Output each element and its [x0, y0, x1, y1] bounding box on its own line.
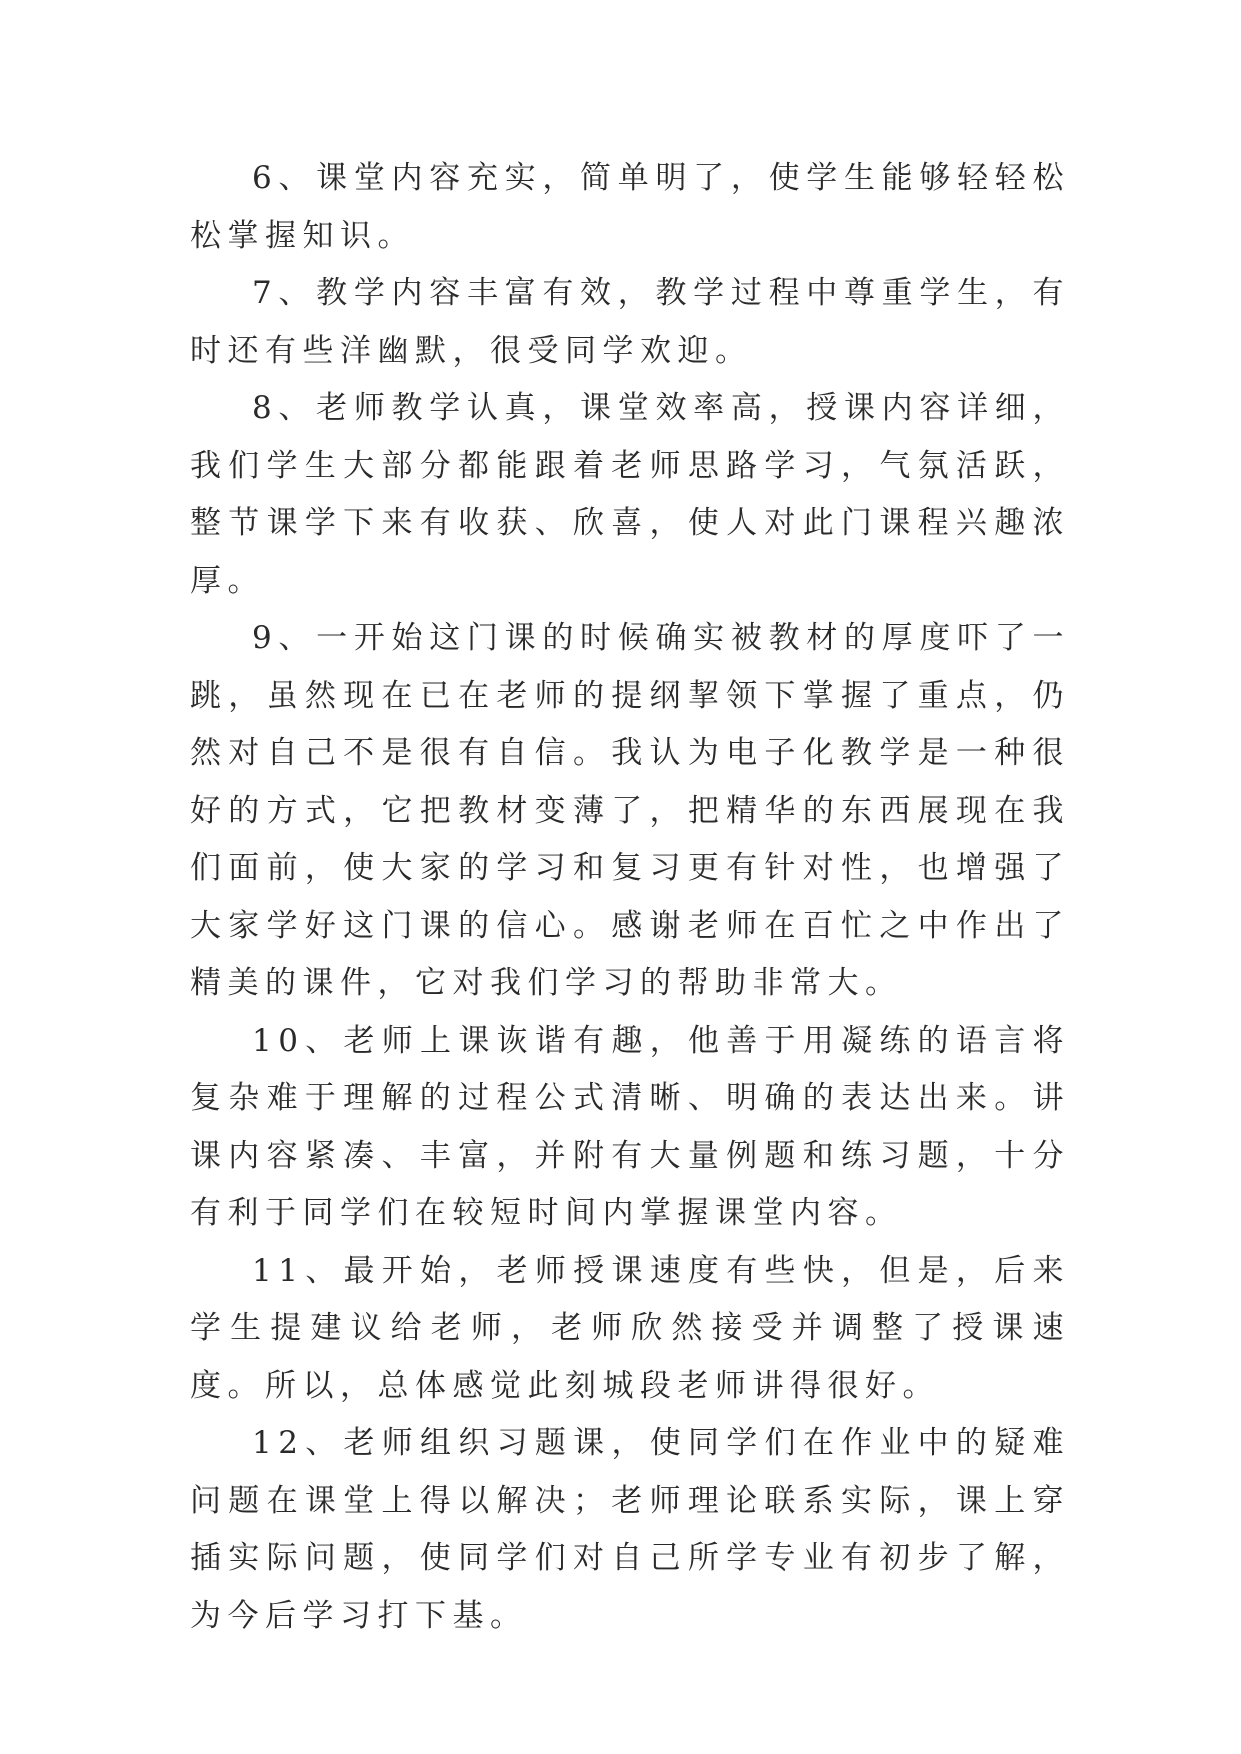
paragraph-6: 6、课堂内容充实，简单明了，使学生能够轻轻松松掌握知识。	[190, 160, 1070, 254]
paragraph-8: 8、老师教学认真，课堂效率高，授课内容详细，我们学生大部分都能跟着老师思路学习，气氛活跃，整节课学下来有收获、欣喜，使人对此门课程兴趣浓厚。	[190, 390, 1070, 599]
paragraph-7: 7、教学内容丰富有效，教学过程中尊重学生，有时还有些洋幽默，很受同学欢迎。	[190, 275, 1070, 369]
paragraph-10: 10、老师上课诙谐有趣，他善于用凝练的语言将复杂难于理解的过程公式清晰、明确的表达出来。讲课内容紧凑、丰富，并附有大量例题和练习题，十分有利于同学们在较短时间内掌握课堂内容。	[190, 1022, 1070, 1231]
document-body	[190, 150, 1070, 1645]
paragraph-11: 11、最开始，老师授课速度有些快，但是，后来学生提建议给老师，老师欣然接受并调整了授课速度。所以，总体感觉此刻城段老师讲得很好。	[190, 1252, 1070, 1404]
paragraph-9: 9、一开始这门课的时候确实被教材的厚度吓了一跳，虽然现在已在老师的提纲挈领下掌握了重点，仍然对自己不是很有自信。我认为电子化教学是一种很好的方式，它把教材变薄了，把精华的东西展现在我们面前，使大家的学习和复习更有针对性，也增强了大家学好这门课的信心。感谢老师在百忙之中作出了精美的课件，它对我们学习的帮助非常大。	[190, 620, 1070, 1001]
paragraph-12: 12、老师组织习题课，使同学们在作业中的疑难问题在课堂上得以解决；老师理论联系实际，课上穿插实际问题，使同学们对自己所学专业有初步了解，为今后学习打下基。	[190, 1425, 1070, 1634]
